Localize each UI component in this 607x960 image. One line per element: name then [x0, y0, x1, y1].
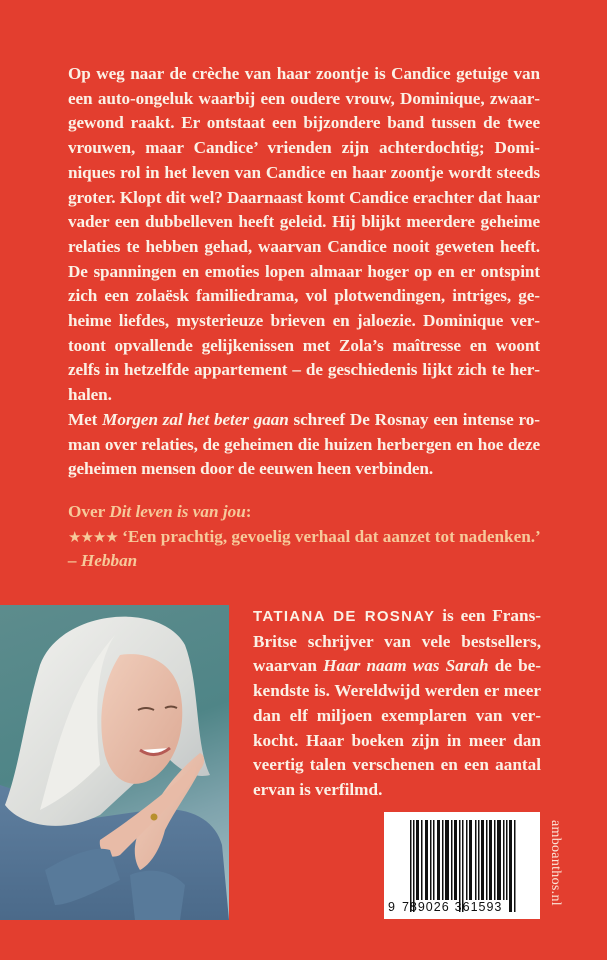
author-name: TATIANA DE ROSNAY	[253, 608, 436, 625]
author-book-title: Haar naam was Sarah	[323, 656, 489, 676]
author-photo	[0, 605, 229, 920]
book-title: Morgen zal het beter gaan	[102, 409, 289, 429]
isbn-number: 9 789026 361593	[388, 900, 503, 914]
author-bio: TATIANA DE ROSNAY is een Frans-Britse schrijver van vele bestsellers, waarvan Haar naam was Sarah de bekendste is. Wereldwijd werden er meer dan elf miljoen exemplaren van verkocht. Haar boeken zijn in meer dan veertig talen verschenen en een aantal ervan is verfilmd.	[253, 606, 541, 799]
reviewed-book-title: Dit leven is van jou	[109, 502, 246, 521]
blurb-paragraph-2: Met Morgen zal het beter gaan schreef De Rosnay een intense roman over relaties, de geheimen die huizen herbergen en hoe deze geheimen mensen door de eeuwen heen verbinden.	[68, 409, 540, 479]
publisher-url: amboanthos.nl	[548, 820, 563, 906]
book-blurb	[68, 62, 540, 482]
blurb-paragraph-1: Op weg naar de crèche van haar zoontje is Candice getuige van een auto-ongeluk waarbij een oudere vrouw, Dominique, zwaargewond raakt. Er ontstaat een bijzondere band tussen de twee vrouwen, maar Candice’ vrienden zijn achterdochtig; Dominiques rol in het leven van Candice en haar zoontje wordt steeds groter. Klopt dit wel? Daarnaast komt Candice erachter dat haar vader een dubbelleven heeft geleid. Hij blijkt meerdere geheime relaties te hebben gehad, waarvan Candice nooit geweten heeft. De spanningen en emoties lopen almaar hoger op en er ontspint zich een zolaësk familiedrama, vol plotwendingen, intriges, geheime liefdes, mysterieuze brieven en jaloezie. Dominique vertoont opvallende gelijkenissen met Zola’s maîtresse en woont zelfs in hetzelfde appartement – de geschiedenis lijkt zich te herhalen.	[68, 64, 540, 405]
review-quote: ★★★★ ‘Een prachtig, gevoelig verhaal dat aanzet tot nadenken.’	[68, 526, 541, 546]
star-rating-icon: ★★★★	[68, 527, 118, 546]
review-source: – Hebban	[68, 551, 138, 571]
press-review	[68, 500, 548, 574]
review-intro: Over Dit leven is van jou:	[68, 502, 252, 521]
isbn-barcode	[384, 812, 540, 919]
